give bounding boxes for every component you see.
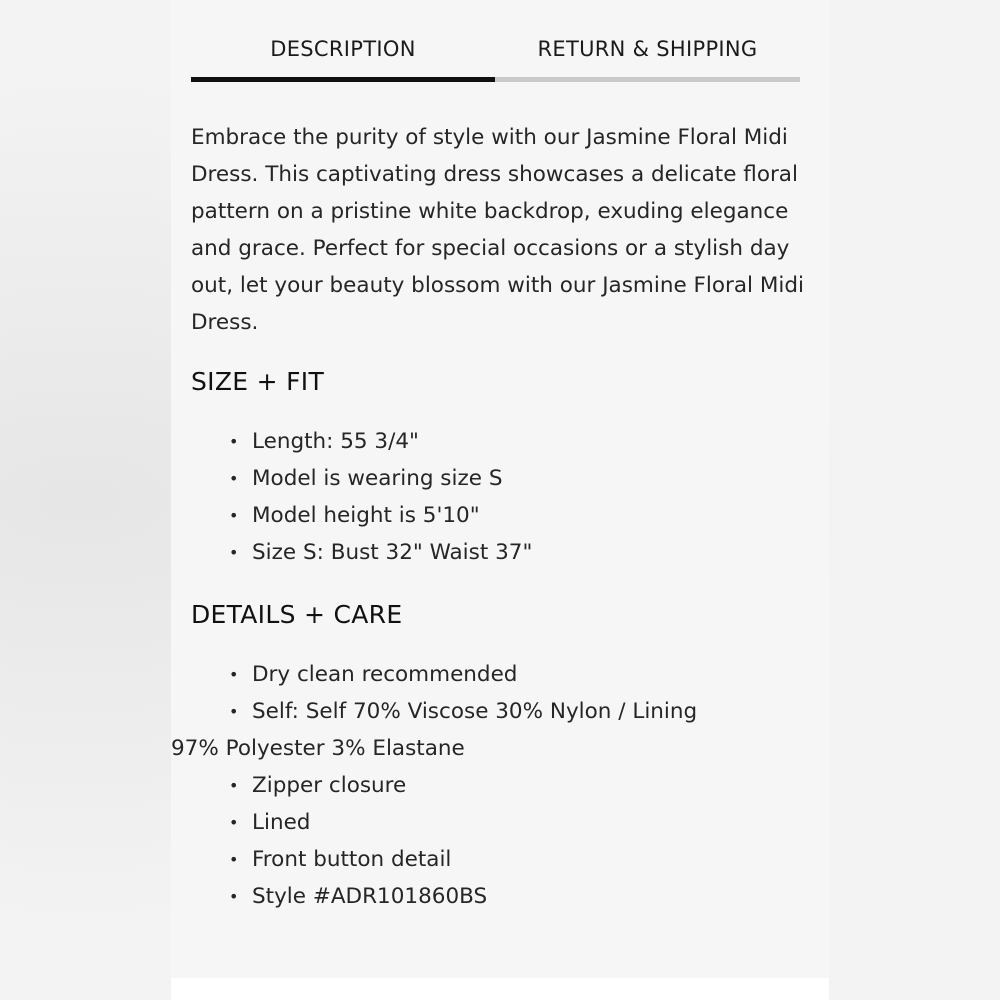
bullet-icon: • (229, 506, 239, 525)
list-item-continuation: 97% Polyester 3% Elastane (171, 736, 465, 761)
list-item: • Zipper closure (229, 767, 819, 804)
bullet-icon: • (229, 776, 239, 795)
tab-bar (191, 0, 800, 82)
tab-description-label: DESCRIPTION (270, 37, 416, 61)
tab-description-indicator (191, 77, 495, 82)
list-item: • Front button detail (229, 841, 819, 878)
list-item: • Lined (229, 804, 819, 841)
details-care-list (171, 656, 819, 915)
bullet-icon: • (229, 850, 239, 869)
list-item: • Self: Self 70% Viscose 30% Nylon / Lining (229, 693, 819, 730)
list-item: • Style #ADR101860BS (229, 878, 819, 915)
product-details-panel (171, 0, 829, 978)
list-item: • Model is wearing size S (229, 460, 819, 497)
size-fit-list (229, 423, 819, 571)
bullet-icon: • (229, 543, 239, 562)
list-item: • Length: 55 3/4" (229, 423, 819, 460)
details-care-heading: DETAILS + CARE (191, 600, 403, 629)
tab-return-shipping-label: RETURN & SHIPPING (537, 37, 758, 61)
bullet-icon: • (229, 665, 239, 684)
bullet-icon: • (229, 702, 239, 721)
bullet-icon: • (229, 887, 239, 906)
bottom-strip (171, 978, 829, 1000)
product-description: Embrace the purity of style with our Jasmine Floral Midi Dress. This captivating dress showcases a delicate floral pattern on a pristine white backdrop, exuding elegance and grace. Perfect for special occasions or a stylish day out, let your beauty blossom with our Jasmine Floral Midi Dress. (191, 125, 804, 335)
size-fit-heading: SIZE + FIT (191, 367, 325, 396)
tab-description[interactable] (191, 0, 495, 82)
list-item: • Size S: Bust 32" Waist 37" (229, 534, 819, 571)
bullet-icon: • (229, 813, 239, 832)
list-item: • Model height is 5'10" (229, 497, 819, 534)
list-item: • Dry clean recommended (229, 656, 819, 693)
tab-return-shipping-indicator (495, 77, 800, 82)
bullet-icon: • (229, 469, 239, 488)
bullet-icon: • (229, 432, 239, 451)
tab-return-shipping[interactable] (495, 0, 800, 82)
